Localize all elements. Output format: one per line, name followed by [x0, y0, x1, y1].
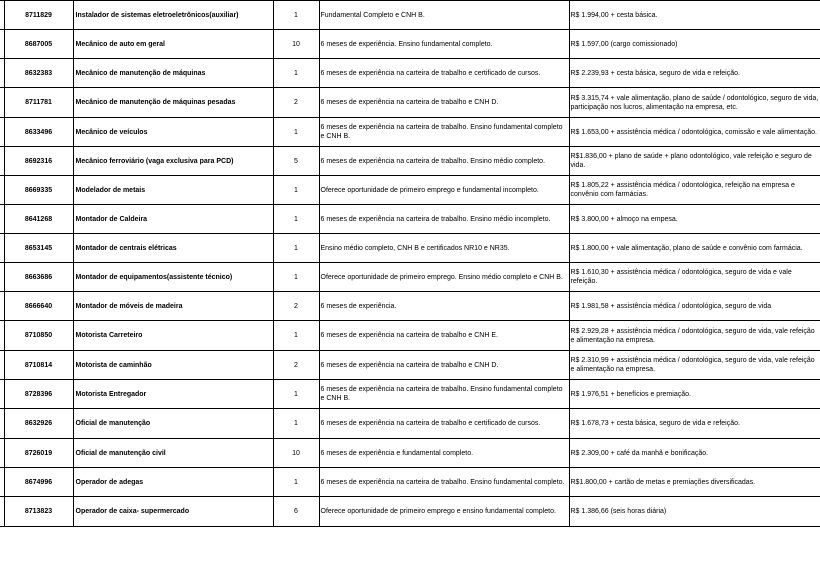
- job-title-cell: Instalador de sistemas eletroeletrônicos(auxiliar): [73, 1, 273, 30]
- table-row: [0, 147, 820, 176]
- vacancy-code-cell: 8669335: [4, 176, 73, 205]
- requirements-cell: 6 meses de experiência na carteira de trabalho e CNH D.: [319, 351, 569, 380]
- salary-benefits-cell: R$ 1.981,58 + assistência médica / odontológica, seguro de vida: [569, 292, 820, 321]
- vacancy-code-cell: 8726019: [4, 439, 73, 468]
- vacancy-count-cell: 1: [273, 176, 319, 205]
- job-title-cell: Montador de centrais elétricas: [73, 234, 273, 263]
- job-title-cell: Operador de adegas: [73, 468, 273, 497]
- requirements-cell: 6 meses de experiência na carteira de trabalho. Ensino fundamental completo e CNH B.: [319, 118, 569, 147]
- job-title-cell: Modelador de metais: [73, 176, 273, 205]
- requirements-cell: 6 meses de experiência e fundamental completo.: [319, 439, 569, 468]
- salary-benefits-cell: R$ 1.610,30 + assistência médica / odontológica, seguro de vida e vale refeição.: [569, 263, 820, 292]
- vacancy-count-cell: 1: [273, 263, 319, 292]
- table-row: [0, 263, 820, 292]
- job-title-cell: Motorista de caminhão: [73, 351, 273, 380]
- job-title-cell: Motorista Entregador: [73, 380, 273, 409]
- vacancy-count-cell: 6: [273, 497, 319, 527]
- salary-benefits-cell: R$ 1.976,51 + benefícios e premiação.: [569, 380, 820, 409]
- table-row: [0, 321, 820, 351]
- requirements-cell: 6 meses de experiência na carteira de trabalho. Ensino médio incompleto.: [319, 205, 569, 234]
- vacancy-count-cell: 1: [273, 205, 319, 234]
- table-row: [0, 380, 820, 409]
- requirements-cell: 6 meses de experiência na carteira de trabalho e CNH D.: [319, 88, 569, 118]
- vacancy-count-cell: 1: [273, 468, 319, 497]
- salary-benefits-cell: R$1.836,00 + plano de saúde + plano odontológico, vale refeição e seguro de vida.: [569, 147, 820, 176]
- vacancy-count-cell: 1: [273, 380, 319, 409]
- vacancy-count-cell: 1: [273, 234, 319, 263]
- vacancy-code-cell: 8663686: [4, 263, 73, 292]
- salary-benefits-cell: R$ 1.805,22 + assistência médica / odontológica, refeição na empresa e convênio com farmácias.: [569, 176, 820, 205]
- vacancy-code-cell: 8666640: [4, 292, 73, 321]
- salary-benefits-cell: R$ 2.310,99 + assistência médica / odontológica, seguro de vida, vale refeição e alimentação na empresa.: [569, 351, 820, 380]
- requirements-cell: 6 meses de experiência na carteira de trabalho. Ensino médio completo.: [319, 147, 569, 176]
- job-title-cell: Mecânico ferroviário (vaga exclusiva para PCD): [73, 147, 273, 176]
- salary-benefits-cell: R$ 3.315,74 + vale alimentação, plano de saúde / odontológico, seguro de vida, participação nos lucros, alimentação na empresa, etc.: [569, 88, 820, 118]
- vacancy-code-cell: 8713823: [4, 497, 73, 527]
- table-row: [0, 409, 820, 439]
- table-row: [0, 468, 820, 497]
- job-title-cell: Operador de caixa- supermercado: [73, 497, 273, 527]
- salary-benefits-cell: R$ 1.386,66 (seis horas diária): [569, 497, 820, 527]
- table-row: [0, 176, 820, 205]
- requirements-cell: Ensino médio completo, CNH B e certificados NR10 e NR35.: [319, 234, 569, 263]
- job-title-cell: Mecânico de auto em geral: [73, 30, 273, 59]
- table-row: [0, 59, 820, 88]
- requirements-cell: Oferece oportunidade de primeiro emprego e fundamental incompleto.: [319, 176, 569, 205]
- table-row: [0, 30, 820, 59]
- vacancy-code-cell: 8632383: [4, 59, 73, 88]
- job-title-cell: Mecânico de manutenção de máquinas pesadas: [73, 88, 273, 118]
- job-title-cell: Oficial de manutenção: [73, 409, 273, 439]
- salary-benefits-cell: R$ 1.800,00 + vale alimentação, plano de saúde e convênio com farmácia.: [569, 234, 820, 263]
- vacancy-count-cell: 1: [273, 1, 319, 30]
- job-title-cell: Mecânico de manutenção de máquinas: [73, 59, 273, 88]
- requirements-cell: 6 meses de experiência na carteira de trabalho e certificado de cursos.: [319, 409, 569, 439]
- vacancy-count-cell: 2: [273, 351, 319, 380]
- salary-benefits-cell: R$ 1.994,00 + cesta básica.: [569, 1, 820, 30]
- salary-benefits-cell: R$ 1.678,73 + cesta básica, seguro de vida e refeição.: [569, 409, 820, 439]
- requirements-cell: Fundamental Completo e CNH B.: [319, 1, 569, 30]
- table-body: [0, 1, 820, 527]
- vacancy-code-cell: 8632926: [4, 409, 73, 439]
- table-row: [0, 292, 820, 321]
- vacancy-count-cell: 10: [273, 30, 319, 59]
- job-title-cell: Mecânico de veículos: [73, 118, 273, 147]
- vacancy-code-cell: 8641268: [4, 205, 73, 234]
- requirements-cell: Oferece oportunidade de primeiro emprego. Ensino médio completo e CNH B.: [319, 263, 569, 292]
- requirements-cell: 6 meses de experiência na carteira de trabalho. Ensino fundamental completo.: [319, 468, 569, 497]
- vacancy-count-cell: 1: [273, 321, 319, 351]
- salary-benefits-cell: R$ 1.597,00 (cargo comissionado): [569, 30, 820, 59]
- vacancy-count-cell: 1: [273, 409, 319, 439]
- salary-benefits-cell: R$ 2.929,28 + assistência médica / odontológica, seguro de vida, vale refeição e alimentação na empresa.: [569, 321, 820, 351]
- table-row: [0, 351, 820, 380]
- vacancy-count-cell: 1: [273, 118, 319, 147]
- requirements-cell: 6 meses de experiência na carteira de trabalho e CNH E.: [319, 321, 569, 351]
- vacancy-code-cell: 8653145: [4, 234, 73, 263]
- vacancy-code-cell: 8710850: [4, 321, 73, 351]
- salary-benefits-cell: R$ 2.239,93 + cesta básica, seguro de vida e refeição.: [569, 59, 820, 88]
- requirements-cell: 6 meses de experiência na carteira de trabalho e certificado de cursos.: [319, 59, 569, 88]
- job-title-cell: Montador de móveis de madeira: [73, 292, 273, 321]
- table-row: [0, 205, 820, 234]
- table-row: [0, 1, 820, 30]
- salary-benefits-cell: R$1.800,00 + cartão de metas e premiações diversificadas.: [569, 468, 820, 497]
- table-row: [0, 439, 820, 468]
- job-title-cell: Montador de Caldeira: [73, 205, 273, 234]
- vacancy-code-cell: 8711781: [4, 88, 73, 118]
- vacancy-code-cell: 8687005: [4, 30, 73, 59]
- salary-benefits-cell: R$ 3.800,00 + almoço na empesa.: [569, 205, 820, 234]
- requirements-cell: 6 meses de experiência na carteira de trabalho. Ensino fundamental completo e CNH B.: [319, 380, 569, 409]
- job-title-cell: Oficial de manutenção civil: [73, 439, 273, 468]
- vacancy-count-cell: 2: [273, 88, 319, 118]
- vacancy-code-cell: 8692316: [4, 147, 73, 176]
- requirements-cell: 6 meses de experiência. Ensino fundamental completo.: [319, 30, 569, 59]
- table-row: [0, 497, 820, 527]
- table-row: [0, 234, 820, 263]
- salary-benefits-cell: R$ 1.653,00 + assistência médica / odontológica, comissão e vale alimentação.: [569, 118, 820, 147]
- vacancy-count-cell: 2: [273, 292, 319, 321]
- vacancy-code-cell: 8633496: [4, 118, 73, 147]
- table-row: [0, 118, 820, 147]
- vacancy-code-cell: 8711829: [4, 1, 73, 30]
- requirements-cell: 6 meses de experiência.: [319, 292, 569, 321]
- vacancy-count-cell: 1: [273, 59, 319, 88]
- requirements-cell: Oferece oportunidade de primeiro emprego e ensino fundamental completo.: [319, 497, 569, 527]
- salary-benefits-cell: R$ 2.309,00 + café da manhã e bonificação.: [569, 439, 820, 468]
- vacancy-count-cell: 5: [273, 147, 319, 176]
- job-title-cell: Montador de equipamentos(assistente técnico): [73, 263, 273, 292]
- job-title-cell: Motorista Carreteiro: [73, 321, 273, 351]
- vacancy-count-cell: 10: [273, 439, 319, 468]
- vacancy-code-cell: 8728396: [4, 380, 73, 409]
- vacancy-code-cell: 8674996: [4, 468, 73, 497]
- vacancy-code-cell: 8710814: [4, 351, 73, 380]
- table-row: [0, 88, 820, 118]
